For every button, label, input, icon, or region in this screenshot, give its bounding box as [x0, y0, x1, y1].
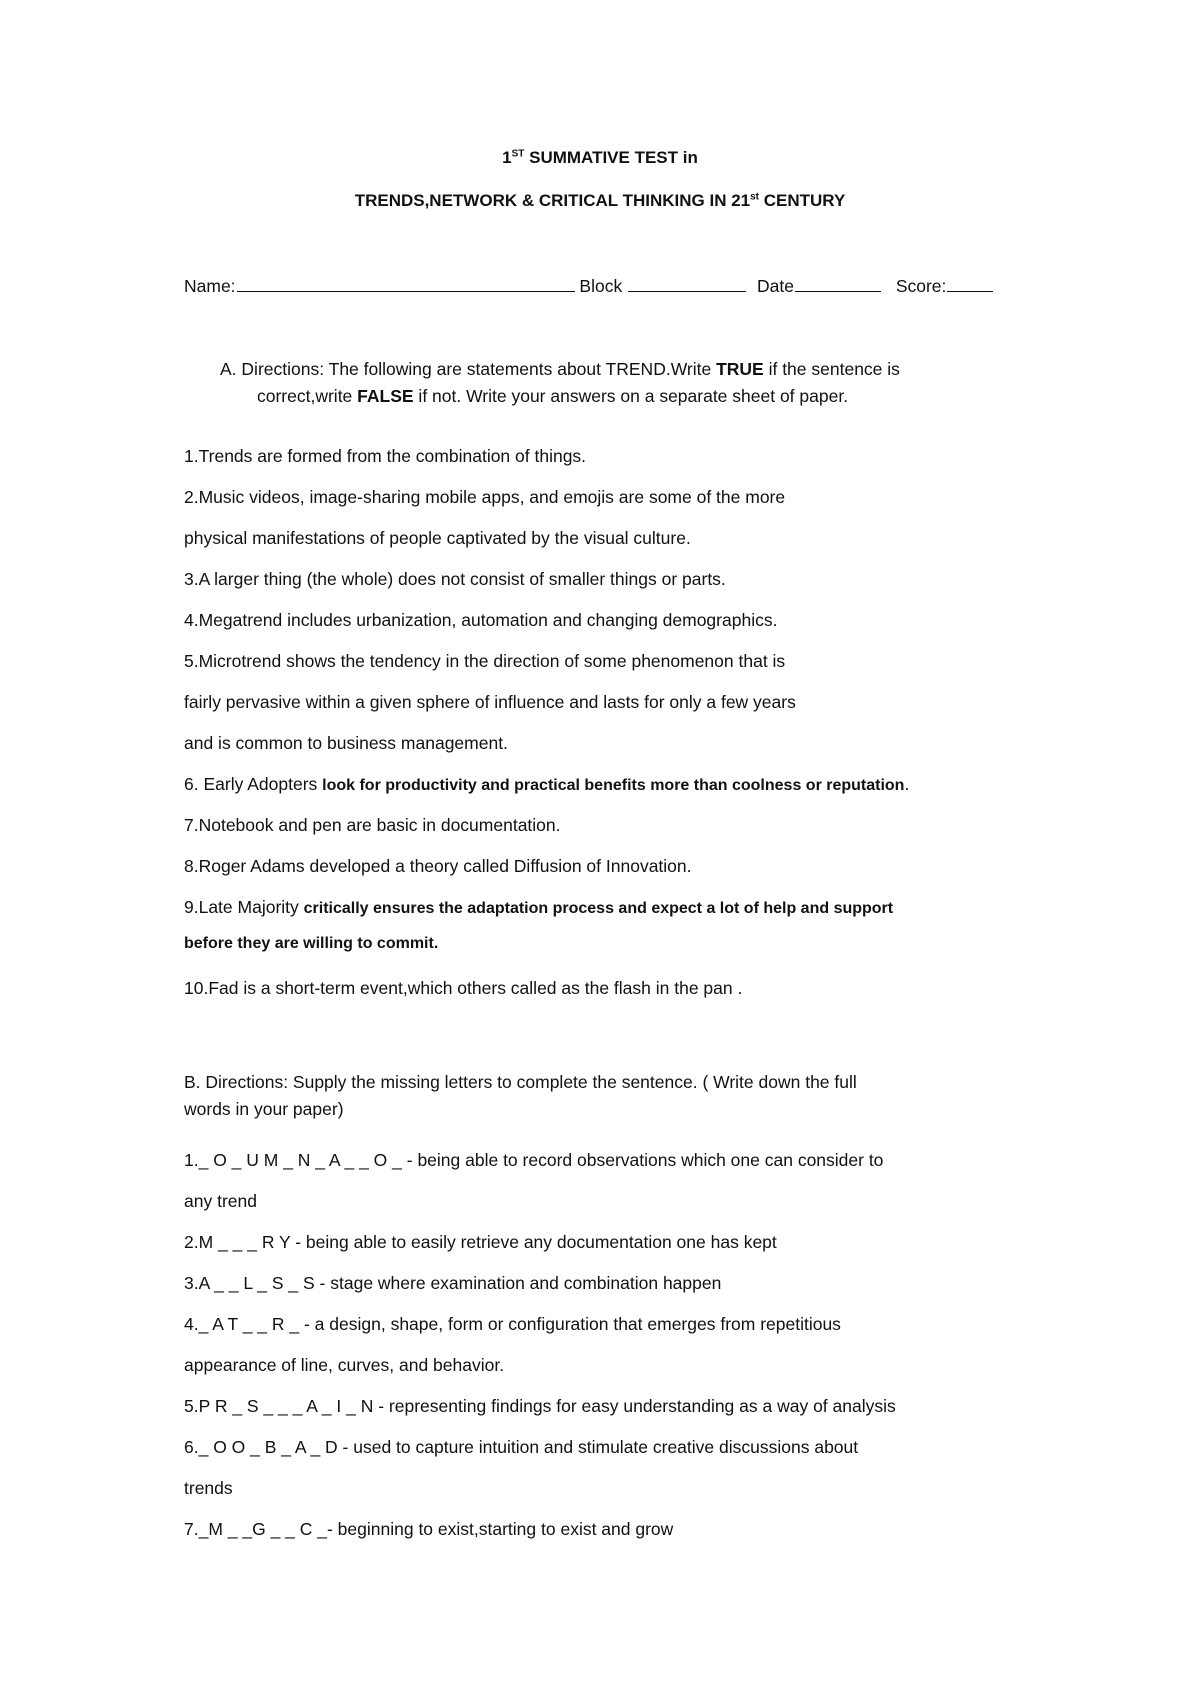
- section-a-marker: A.: [220, 359, 237, 379]
- name-label: Name:: [184, 276, 236, 296]
- question-b6-line2: trends: [184, 1478, 233, 1498]
- section-a-directions: [220, 356, 1040, 410]
- question-a4: 4.Megatrend includes urbanization, automation and changing demographics.: [184, 610, 778, 630]
- question-text: .: [904, 774, 910, 794]
- question-a6: [184, 774, 909, 795]
- question-b2: 2.M _ _ _ R Y - being able to easily retrieve any documentation one has kept: [184, 1232, 777, 1252]
- subtitle-superscript: st: [750, 191, 760, 203]
- false-keyword: FALSE: [357, 386, 414, 406]
- directions-text: if the sentence is: [763, 359, 900, 379]
- block-label: Block: [579, 276, 623, 296]
- section-b-directions: [184, 1069, 1004, 1123]
- question-b4-line1: 4._ A T _ _ R _ - a design, shape, form or configuration that emerges from repetitious: [184, 1314, 841, 1334]
- question-text: 9.Late Majority: [184, 897, 304, 917]
- question-bold-text: look for productivity and practical benefits more than coolness or reputation: [322, 777, 905, 794]
- question-b4-line2: appearance of line, curves, and behavior.: [184, 1355, 505, 1375]
- score-label: Score:: [895, 276, 947, 296]
- question-a10: 10.Fad is a short-term event,which others called as the flash in the pan .: [184, 978, 743, 998]
- student-info-row: [184, 274, 993, 297]
- question-a9-line2: before they are willing to commit.: [184, 935, 439, 952]
- subtitle-century: CENTURY: [763, 191, 846, 210]
- directions-continued: [220, 383, 1040, 410]
- directions-text: Directions: The following are statements about TREND.Write: [241, 359, 717, 379]
- question-a3: 3.A larger thing (the whole) does not consist of smaller things or parts.: [184, 569, 726, 589]
- directions-text: B. Directions: Supply the missing letters to complete the sentence. ( Write down the full: [184, 1072, 857, 1092]
- question-b3: 3.A _ _ L _ S _ S - stage where examination and combination happen: [184, 1273, 722, 1293]
- test-subtitle: [0, 191, 1200, 211]
- question-b1-line1: 1._ O _ U M _ N _ A _ _ O _ - being able to record observations which one can consider to: [184, 1150, 884, 1170]
- question-a1: 1.Trends are formed from the combination of things.: [184, 446, 587, 466]
- question-a5-line2: fairly pervasive within a given sphere of influence and lasts for only a few years: [184, 692, 796, 712]
- score-field[interactable]: [947, 274, 993, 292]
- directions-text: correct,write: [257, 386, 358, 406]
- question-a2-line2: physical manifestations of people captivated by the visual culture.: [184, 528, 691, 548]
- question-a9-line1: [184, 897, 893, 918]
- title-number: 1: [502, 148, 512, 167]
- question-b1-line2: any trend: [184, 1191, 257, 1211]
- test-title: [0, 148, 1200, 168]
- question-a5-line3: and is common to business management.: [184, 733, 508, 753]
- question-bold-text: critically ensures the adaptation process and expect a lot of help and support: [303, 900, 894, 917]
- name-field[interactable]: [237, 274, 575, 292]
- block-field[interactable]: [628, 274, 746, 292]
- subtitle-text: TRENDS,NETWORK & CRITICAL THINKING IN 21: [354, 191, 751, 210]
- title-text: SUMMATIVE TEST in: [529, 148, 698, 167]
- date-field[interactable]: [795, 274, 881, 292]
- title-superscript: ST: [511, 148, 525, 160]
- directions-text: words in your paper): [184, 1099, 344, 1119]
- question-a7: 7.Notebook and pen are basic in documentation.: [184, 815, 561, 835]
- question-a2-line1: 2.Music videos, image-sharing mobile apps, and emojis are some of the more: [184, 487, 786, 507]
- date-label: Date: [756, 276, 794, 296]
- question-b7: 7._M _ _G _ _ C _- beginning to exist,starting to exist and grow: [184, 1519, 674, 1539]
- question-text: 6. Early Adopters: [184, 774, 323, 794]
- directions-text: if not. Write your answers on a separate sheet of paper.: [413, 386, 849, 406]
- question-a8: 8.Roger Adams developed a theory called Diffusion of Innovation.: [184, 856, 692, 876]
- true-keyword: TRUE: [716, 359, 764, 379]
- question-a5-line1: 5.Microtrend shows the tendency in the direction of some phenomenon that is: [184, 651, 786, 671]
- question-b5: 5.P R _ S _ _ _ A _ I _ N - representing findings for easy understanding as a way of analysis: [184, 1396, 896, 1416]
- question-b6-line1: 6._ O O _ B _ A _ D - used to capture intuition and stimulate creative discussions about: [184, 1437, 859, 1457]
